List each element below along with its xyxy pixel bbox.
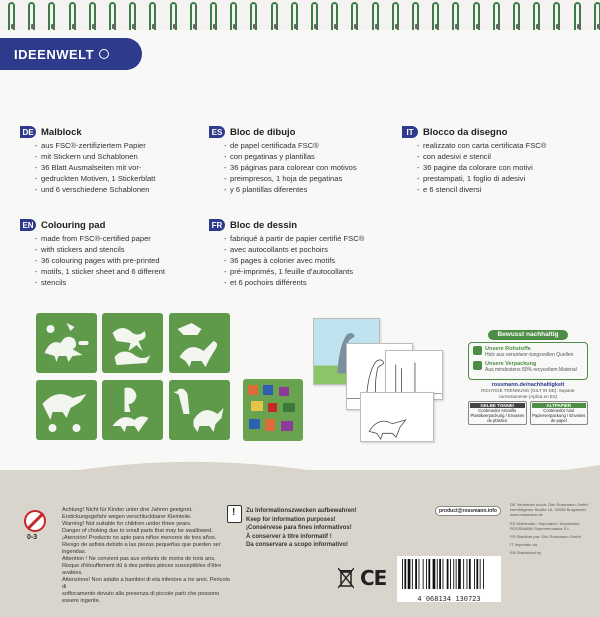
barcode-bar <box>443 559 444 589</box>
lang-line: - gedruckten Motiven, 1 Stickerblatt <box>41 173 205 184</box>
barcode-bars <box>402 559 496 589</box>
eco-col2-sub: Contenedor Azul <box>543 408 575 413</box>
warning-line: Achtung! Nicht für Kinder unter drei Jahren geeignet. <box>62 507 193 513</box>
lang-line: - 36 Blatt Ausmalseiten mit vor- <box>41 162 205 173</box>
barcode-bar <box>447 559 449 589</box>
spiral-ring <box>149 2 156 32</box>
lang-badge: ES <box>209 126 225 138</box>
warning-text <box>62 507 232 605</box>
lang-block-es <box>209 126 394 195</box>
lang-line: - prestampati, 1 foglio di adesivi <box>423 173 587 184</box>
barcode-bar <box>404 559 406 589</box>
spiral-ring <box>89 2 96 32</box>
spiral-ring <box>210 2 217 32</box>
stencil-dinosaurs <box>102 313 163 373</box>
warning-line: Danger of choking due to small parts that may be swallowed. <box>62 528 213 534</box>
keep-line: Keep for information purposes! <box>246 516 336 523</box>
age-label: 0-3 <box>27 534 38 541</box>
spiral-ring <box>473 2 480 32</box>
warning-line: Warning! Not suitable for children under three years. <box>62 521 192 527</box>
lang-line: - e 6 stencil diversi <box>423 184 587 195</box>
warning-line: ¡Atención! Producto no apto para niños menores de tres años. <box>62 535 217 541</box>
spiral-ring <box>69 2 76 32</box>
spiral-ring <box>432 2 439 32</box>
lang-block-fr <box>209 219 394 288</box>
stencil-dinosaurs <box>36 313 97 373</box>
barcode-bar <box>458 559 461 589</box>
address-line: IT Importato da <box>510 542 538 548</box>
eco-note: RICHTIGE TRENNUNG (GILT IN DE): Separar correctamente (Aplica en ES) <box>481 388 575 399</box>
lang-line: - made from FSC®-certified paper <box>41 233 205 244</box>
spiral-ring <box>48 2 55 32</box>
warning-line: Risque d'étouffement dû à des petites pièces susceptibles d'être avalées. <box>62 563 222 576</box>
eco-col2-head: ALTPAPIER <box>532 403 587 408</box>
sustainability-box <box>468 330 588 442</box>
lang-line: - avec autocollants et pochoirs <box>230 244 394 255</box>
spiral-ring <box>594 2 600 32</box>
lang-line: - 36 páginas para colorear con motivos <box>230 162 394 173</box>
lang-line: - et 6 pochoirs différents <box>230 277 394 288</box>
warning-line: soffocamento dovuto alla presenza di piccole parti che possono essere ingerite. <box>62 591 220 604</box>
lang-badge: EN <box>20 219 36 231</box>
address-line: FR Distribué par: Dirk Rossmann GmbH <box>510 534 582 540</box>
barcode-bar <box>476 559 478 589</box>
eco-col2-text: Papierverpackung / Envases de papel <box>532 413 586 423</box>
eco-row1-text: Holz aus verantwor-tungsvollen Quellen <box>485 352 574 358</box>
spiral-ring <box>351 2 358 32</box>
coloring-page-outline <box>360 392 434 442</box>
barcode-bar <box>437 559 438 589</box>
lang-line: - mit Stickern und Schablonen <box>41 151 205 162</box>
spiral-ring <box>271 2 278 32</box>
spiral-ring <box>574 2 581 32</box>
barcode-bar <box>474 559 475 589</box>
lang-line: - with stickers and stencils <box>41 244 205 255</box>
eco-row2-title: Unsere Verpackung <box>485 361 537 367</box>
brand-logo-icon <box>99 49 109 59</box>
eco-col1-sub: Contenedor Amarillo <box>478 408 517 413</box>
spiral-ring <box>331 2 338 32</box>
lang-block-it <box>402 126 587 195</box>
brand-name: IDEENWELT <box>14 46 95 62</box>
spiral-ring <box>8 2 15 32</box>
eco-col1-head: GELBE TONNE/ <box>470 403 525 408</box>
address-block <box>510 502 592 559</box>
warning-line: Attenzione! Non adatto a bambini di età inferiore a tre anni. Pericolo di <box>62 577 230 590</box>
lang-line: - preimpresos, 1 hoja de pegatinas <box>230 173 394 184</box>
eco-row2-text: Aus mindestens 80% recyceltem Material <box>485 367 577 373</box>
brand-banner <box>0 38 142 70</box>
lang-badge: FR <box>209 219 225 231</box>
lang-line: - con adesivi e stencil <box>423 151 587 162</box>
spiral-ring <box>412 2 419 32</box>
sticker-sheet <box>243 379 303 441</box>
recycle-icon <box>473 361 482 370</box>
contact-email: product@rossmann.info <box>435 506 501 516</box>
barcode-bar <box>463 559 464 589</box>
lang-line: - motifs, 1 sticker sheet and 6 different <box>41 266 205 277</box>
barcode-bar <box>412 559 413 589</box>
lang-line: - 36 pages à colorier avec motifs <box>230 255 394 266</box>
barcode-bar <box>467 559 468 589</box>
barcode-bar <box>483 559 484 589</box>
spiral-ring <box>392 2 399 32</box>
lang-title: Bloc de dessin <box>230 219 298 231</box>
warning-line: Attention ! Ne convient pas aux enfants de moins de trois ans. <box>62 556 216 562</box>
lang-badge: IT <box>402 126 418 138</box>
spiral-ring <box>28 2 35 32</box>
stencil-dinosaurs <box>169 380 230 440</box>
stencil-dinosaurs <box>36 380 97 440</box>
keep-line: Da conservare a scopo informativo! <box>246 542 349 548</box>
barcode-bar <box>428 559 430 589</box>
lang-block-de <box>20 126 205 195</box>
barcode-bar <box>419 559 420 589</box>
spiral-ring <box>452 2 459 32</box>
barcode-bar <box>480 559 481 589</box>
spiral-ring <box>372 2 379 32</box>
stencil-dinosaurs <box>102 380 163 440</box>
keep-line: ¡Consérvese para fines informativos! <box>246 525 352 531</box>
barcode-number: 4 068134 130723 <box>417 595 481 603</box>
warning-line: Riesgo de asfixia debido a las piezas pequeñas que pueden ser ingeridas. <box>62 542 221 555</box>
lang-title: Colouring pad <box>41 219 106 231</box>
barcode-bar <box>450 559 451 589</box>
spiral-ring <box>311 2 318 32</box>
lang-line: - y 6 plantillas diferentes <box>230 184 394 195</box>
spiral-ring <box>513 2 520 32</box>
barcode-bar <box>415 559 417 589</box>
lang-title: Bloc de dibujo <box>230 126 296 138</box>
spiral-ring <box>109 2 116 32</box>
ce-mark-icon: CE <box>360 566 387 590</box>
eco-row1-title: Unsere Rohstoffe <box>485 346 531 352</box>
lang-title: Blocco da disegno <box>423 126 508 138</box>
lang-line: - und 6 verschiedene Schablonen <box>41 184 205 195</box>
spiral-ring <box>250 2 257 32</box>
lang-line: - de papel certificada FSC® <box>230 140 394 151</box>
crossed-bin-icon <box>338 567 354 589</box>
spiral-ring <box>230 2 237 32</box>
lang-badge: DE <box>20 126 36 138</box>
address-line: DE Vertrieben durch: Dirk Rossmann GmbH Isernhägener Straße 16, 30938 Burgwedel www.rossmann.de <box>510 502 589 518</box>
keep-line: Zu Informationszwecken aufbewahren! <box>246 508 357 514</box>
spiral-ring <box>291 2 298 32</box>
keep-line: À conserver à titre informatif ! <box>246 533 332 540</box>
spiral-ring <box>170 2 177 32</box>
warning-line: Erstickungsgefahr wegen verschluckbarer Kleinteile. <box>62 514 192 520</box>
lang-block-en <box>20 219 205 288</box>
lang-line: - pré-imprimés, 1 feuille d'autocollants <box>230 266 394 277</box>
stencil-dinosaurs <box>169 313 230 373</box>
lang-line: - con pegatinas y plantillas <box>230 151 394 162</box>
barcode-bar <box>423 559 424 589</box>
barcode-bar <box>456 559 457 589</box>
barcode-bar <box>408 559 411 589</box>
spiral-ring <box>533 2 540 32</box>
lang-line: - realizzato con carta certificata FSC® <box>423 140 587 151</box>
spiral-ring <box>129 2 136 32</box>
barcode-bar <box>433 559 436 589</box>
lang-line: - aus FSC®-zertifiziertem Papier <box>41 140 205 151</box>
barcode <box>397 556 501 602</box>
age-warning-icon <box>24 510 46 532</box>
spiral-ring <box>493 2 500 32</box>
lang-line: - 36 pagine da colorare con motivi <box>423 162 587 173</box>
spiral-binding <box>0 0 600 34</box>
eco-url: rossmann.de/nachhaltigkeit <box>491 382 565 388</box>
address-line: ES Distribuido / Importado / Importador: ROSSMANN Supermercados S.L. <box>510 520 581 531</box>
tree-icon <box>473 346 482 355</box>
lang-line: - fabriqué à partir de papier certifié FSC® <box>230 233 394 244</box>
lang-line: - stencils <box>41 277 205 288</box>
barcode-bar <box>426 559 427 589</box>
lang-title: Malblock <box>41 126 82 138</box>
keep-info-text <box>226 507 406 550</box>
spiral-ring <box>553 2 560 32</box>
spiral-ring <box>190 2 197 32</box>
barcode-bar <box>469 559 471 589</box>
lang-line: - 36 colouring pages with pre-printed <box>41 255 205 266</box>
eco-col1-text: Plastikverpackung / Envases de plástico <box>470 413 525 423</box>
address-line: EN Distributed by <box>510 550 542 556</box>
barcode-bar <box>402 559 403 589</box>
barcode-bar <box>439 559 441 589</box>
eco-header: Bewusst nachhaltig <box>488 330 568 340</box>
barcode-bar <box>453 559 454 589</box>
